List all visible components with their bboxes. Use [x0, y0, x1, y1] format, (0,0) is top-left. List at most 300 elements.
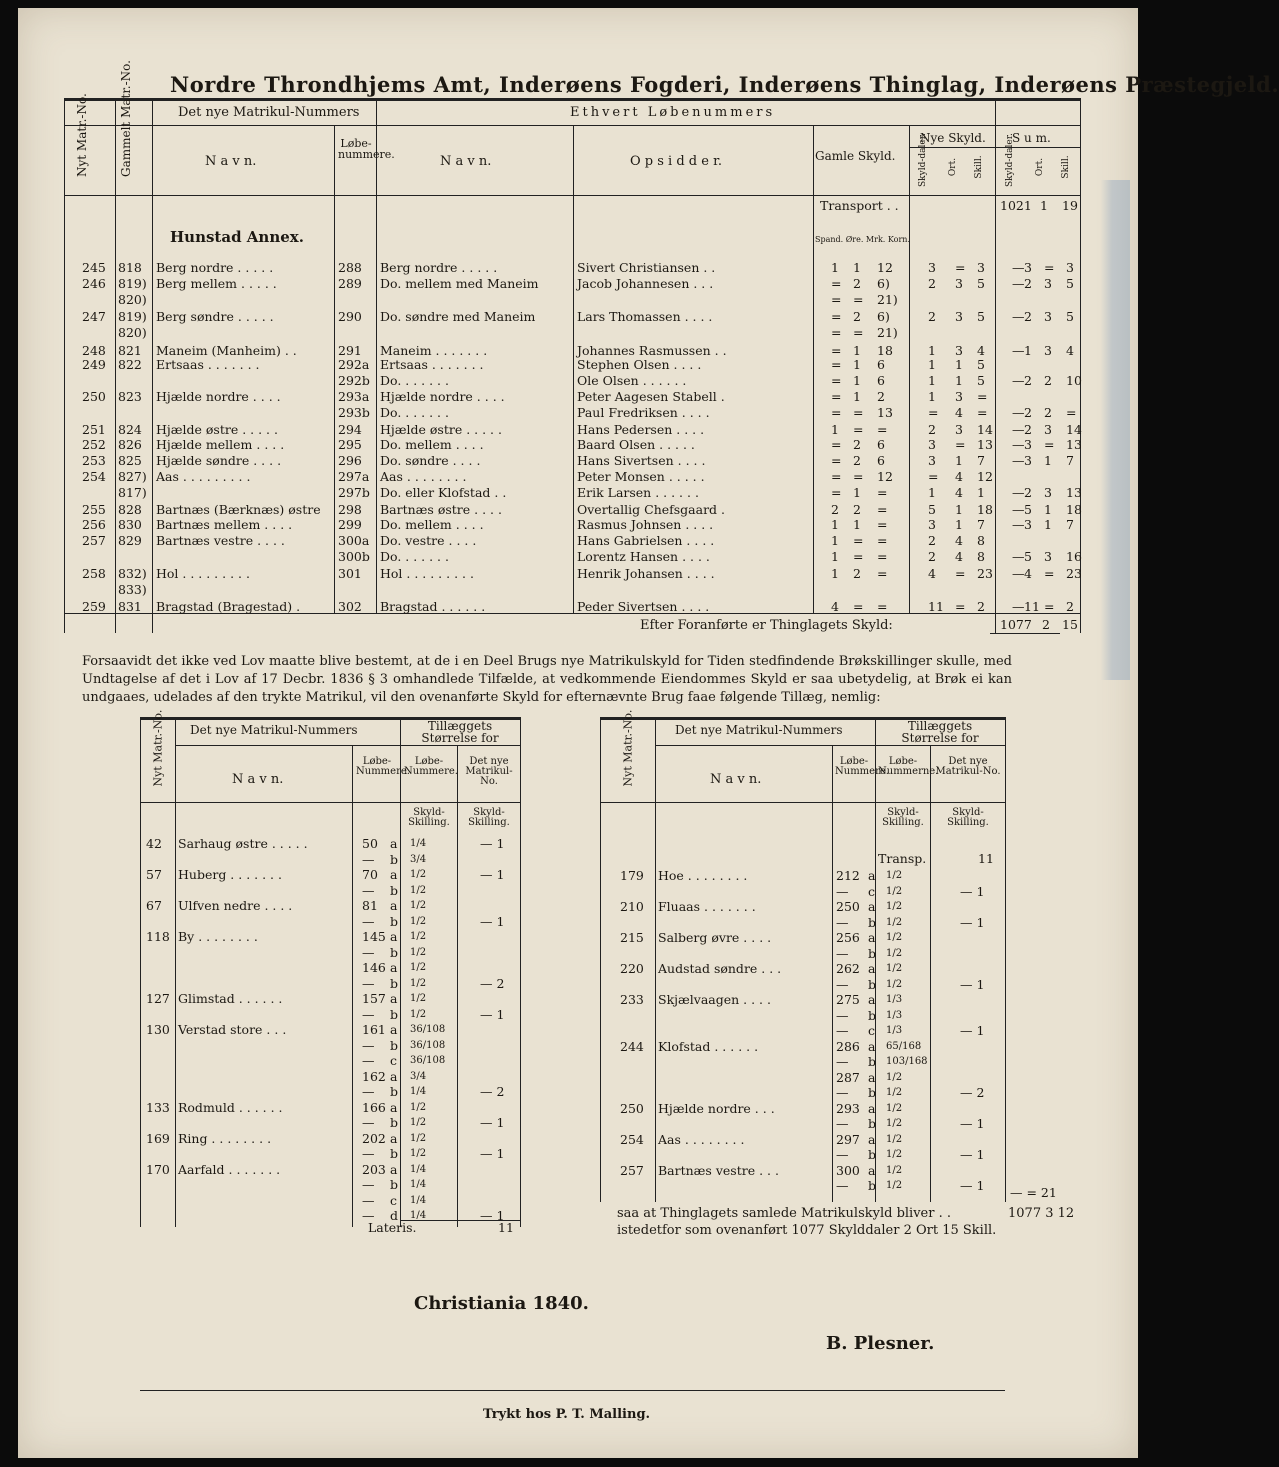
sub-header-lobe2-left: Løbe-Nummere. — [404, 756, 458, 777]
row-sum-daler: 11 — [1024, 599, 1040, 614]
header-sum-skill: Skill. — [1061, 155, 1071, 179]
row-gammelt-matr: 822 — [118, 357, 142, 372]
sub-row-lobe: — — [362, 851, 375, 867]
row-sum-dash: — — [1012, 485, 1025, 500]
sub-row-nyt: 170 — [146, 1161, 170, 1177]
row-sum-ort: = — [1044, 437, 1055, 452]
sub-row-navn: Aas . . . . . . . . — [658, 1131, 745, 1147]
row-gamle-mrk: = — [877, 566, 888, 581]
sub-row-nyt: 118 — [146, 929, 170, 944]
row-nyt-matr: 253 — [82, 453, 106, 468]
sub-row-nyt: 42 — [146, 836, 162, 851]
row-nye-daler: 2 — [928, 549, 936, 564]
row-nye-ort: = — [955, 566, 966, 581]
sub-row-lobe: — — [362, 1006, 375, 1022]
transport-label: Transport . . — [820, 198, 899, 213]
row-gammelt-matr: 826 — [118, 437, 142, 452]
row-nye-skill: 5 — [977, 276, 985, 291]
sub-row-letter: b — [390, 1115, 399, 1130]
row-opsidder: Paul Fredriksen . . . . — [577, 405, 710, 420]
row-nyt-matr: 247 — [82, 309, 106, 324]
row-lobe: 296 — [338, 453, 362, 468]
row-nye-skill: 18 — [977, 502, 993, 517]
row-gamle-mrk: = — [877, 517, 888, 532]
row-navn-2: Bartnæs østre . . . . — [380, 502, 502, 517]
sub-row-sum: — 1 — [480, 1006, 505, 1022]
row-nyt-matr: 248 — [82, 343, 106, 358]
sub-row-navn: Hoe . . . . . . . . — [658, 868, 748, 883]
sub-row-fraction: 1/2 — [886, 1164, 903, 1176]
sub-row-fraction: 1/2 — [886, 1118, 903, 1129]
row-opsidder: Hans Gabrielsen . . . . — [577, 533, 715, 548]
sub-row-letter: b — [868, 1085, 877, 1100]
sub-row-lobe: — — [836, 1085, 849, 1100]
row-gamle-ore: = — [853, 549, 864, 564]
row-opsidder: Johannes Rasmussen . . — [577, 343, 727, 358]
explanatory-paragraph: Forsaavidt det ikke ved Lov maatte blive bestemt, at de i en Deel Brugs nye Matrikulskyld for Tiden stedfindende Brøkskillinger skulle, med Undtagelse af det i Lov af 17 Decbr. 1836 § 3 omhandlede Tilfælde, at vedkommende Eiendommes Skyld er saa ubetydelig, at Brøk ei kan undgaaes, udelades af den trykte Matrikul, vil den ovenanførte Skyld for efternævnte Brug faae følgende Tillæg, nemlig: — [82, 654, 1012, 705]
sub-row-letter: b — [868, 1054, 877, 1069]
sub-row-letter: b — [390, 975, 399, 991]
sub-row-letter: c — [390, 1053, 398, 1068]
row-gamle-ore: 1 — [853, 485, 861, 500]
sub-row-sum: — 1 — [960, 1023, 985, 1038]
row-sum-skill: 7 — [1066, 517, 1074, 532]
sub-row-fraction: 36/108 — [410, 1039, 446, 1051]
row-opsidder: Hans Pedersen . . . . — [577, 422, 705, 437]
row-gammelt-matr: 820) — [118, 292, 147, 307]
row-gamle-spand: 1 — [831, 517, 839, 532]
row-navn-2: Bragstad . . . . . . — [380, 599, 486, 614]
row-nye-daler: 1 — [928, 373, 936, 388]
sub-row-sum: — 1 — [480, 1208, 505, 1223]
row-gammelt-matr: 825 — [118, 453, 142, 468]
row-lobe: 301 — [338, 566, 362, 581]
row-gamle-mrk: 2 — [877, 389, 885, 404]
row-nyt-matr: 255 — [82, 502, 106, 517]
row-nye-ort: 3 — [955, 422, 963, 437]
row-gamle-spand: 1 — [831, 260, 839, 275]
sub-row-lobe: — — [836, 1116, 849, 1131]
sub-row-sum: — 2 — [960, 1085, 985, 1100]
sub-row-fraction: 1/4 — [410, 1163, 427, 1175]
sub-row-letter: b — [390, 1006, 399, 1022]
sub-row-lobe: 212 — [836, 868, 860, 883]
row-sum-ort: 3 — [1044, 309, 1052, 324]
row-gamle-ore: = — [853, 292, 864, 307]
row-sum-dash: — — [1012, 343, 1025, 358]
sub-row-letter: b — [390, 1037, 399, 1053]
row-gamle-spand: 1 — [831, 422, 839, 437]
sub-row-fraction: 1/2 — [410, 931, 427, 942]
row-nye-ort: 3 — [955, 309, 963, 324]
sub-row-navn: Salberg øvre . . . . — [658, 930, 772, 945]
efter-skill: 15 — [1062, 617, 1078, 632]
row-gammelt-matr: 824 — [118, 422, 142, 437]
sub-row-lobe: — — [362, 1053, 375, 1068]
sub-row-fraction: 103/168 — [886, 1056, 928, 1067]
sub-header-skyld-right: Skyld-Skilling. — [882, 807, 924, 828]
row-lobe: 292a — [338, 357, 370, 372]
row-gamle-ore: = — [853, 469, 864, 484]
row-sum-dash: — — [1012, 599, 1025, 614]
sub-row-navn: Skjælvaagen . . . . — [658, 992, 771, 1007]
sub-row-lobe: 250 — [836, 899, 860, 914]
transport-ort: 1 — [1040, 198, 1048, 213]
row-gamle-ore: 2 — [853, 566, 861, 581]
sub-row-nyt: 179 — [620, 868, 644, 883]
header-gamle-skyld: Gamle Skyld. — [815, 149, 896, 163]
sub-header-nye-right: Det nye Matrikul-Nummers — [675, 723, 843, 737]
row-lobe: 291 — [338, 343, 362, 358]
header-navn-2: N a v n. — [440, 154, 492, 169]
sub-row-lobe: 70 — [362, 867, 378, 882]
row-navn-2: Do. . . . . . . — [380, 405, 449, 420]
sub-row-fraction: 1/2 — [886, 1149, 903, 1160]
row-gamle-mrk: = — [877, 549, 888, 564]
row-opsidder: Ole Olsen . . . . . . — [577, 373, 687, 388]
sub-header-nyt-right: Nyt Matr.-No. — [621, 709, 635, 787]
row-opsidder: Baard Olsen . . . . . — [577, 437, 695, 452]
row-lobe: 295 — [338, 437, 362, 452]
sub-header-nyt-left: Nyt Matr.-No. — [151, 709, 165, 787]
sub-row-letter: b — [868, 1178, 877, 1193]
row-nye-ort: 3 — [955, 343, 963, 358]
row-opsidder: Overtallig Chefsgaard . — [577, 502, 726, 517]
row-gamle-mrk: = — [877, 599, 888, 614]
row-nyt-matr: 259 — [82, 599, 106, 614]
row-sum-dash: — — [1012, 502, 1025, 517]
row-gamle-spand: = — [831, 437, 842, 452]
sub-header-navn-right: N a v n. — [710, 772, 762, 787]
sub-row-sum: — 1 — [480, 1146, 505, 1161]
row-lobe: 294 — [338, 422, 362, 437]
sub-row-fraction: 1/2 — [886, 870, 903, 881]
row-gammelt-matr: 819) — [118, 276, 147, 291]
sub-row-fraction: 1/2 — [410, 1117, 427, 1128]
sub-row-letter: a — [868, 930, 876, 945]
sub-row-lobe: — — [362, 1208, 375, 1223]
row-gamle-ore: 2 — [853, 502, 861, 517]
row-lobe: 293a — [338, 389, 370, 404]
header-ethvert: Ethvert Løbenummers — [570, 105, 776, 120]
row-lobe: 297a — [338, 469, 370, 484]
row-gamle-spand: = — [831, 405, 842, 420]
row-gamle-mrk: 6 — [877, 373, 885, 388]
row-sum-daler: 2 — [1024, 485, 1032, 500]
row-gamle-mrk: 6) — [877, 309, 890, 324]
row-gammelt-matr: 833) — [118, 582, 147, 597]
sub-row-lobe: 286 — [836, 1038, 860, 1054]
row-gamle-ore: 2 — [853, 309, 861, 324]
annex-heading: Hunstad Annex. — [170, 228, 304, 246]
row-sum-skill: 7 — [1066, 453, 1074, 468]
sub-header-skyld2-right: Skyld-Skilling. — [947, 807, 989, 828]
row-sum-skill: 4 — [1066, 343, 1074, 358]
sub-row-letter: a — [390, 1022, 398, 1037]
row-opsidder: Peter Aagesen Stabell . — [577, 389, 725, 404]
row-nyt-matr: 245 — [82, 260, 106, 275]
sub-row-lobe: 146 — [362, 960, 386, 975]
sub-row-lobe: — — [836, 1054, 849, 1069]
row-navn: Bragstad (Bragestad) . — [156, 599, 301, 614]
row-gamle-ore: 2 — [853, 437, 861, 452]
sub-row-letter: a — [868, 961, 876, 976]
header-navn: N a v n. — [205, 154, 257, 169]
sub-header-tillaeg-left: Tillæggets Størrelse for — [421, 719, 499, 745]
sub-row-fraction: 1/2 — [410, 1008, 427, 1020]
sub-row-letter: a — [390, 991, 398, 1006]
sub-row-letter: b — [868, 1007, 877, 1023]
row-gammelt-matr: 819) — [118, 309, 147, 324]
row-gamle-spand: = — [831, 309, 842, 324]
sub-row-letter: c — [868, 883, 876, 899]
sub-row-letter: a — [868, 1069, 876, 1085]
header-opsidder: O p s i d d e r. — [630, 154, 722, 169]
row-nye-ort: 1 — [955, 517, 963, 532]
row-nye-skill: 14 — [977, 422, 993, 437]
row-lobe: 292b — [338, 373, 370, 388]
sub-row-letter: d — [390, 1208, 399, 1223]
row-lobe: 299 — [338, 517, 362, 532]
sub-header-tillaeg-right: Tillæggets Størrelse for — [901, 719, 979, 745]
row-sum-skill: 2 — [1066, 599, 1074, 614]
sub-row-fraction: 1/3 — [886, 1009, 903, 1021]
place-date: Christiania 1840. — [414, 1293, 589, 1314]
row-opsidder: Stephen Olsen . . . . — [577, 357, 702, 372]
sub-row-lobe: 50 — [362, 836, 378, 851]
row-nye-daler: 1 — [928, 343, 936, 358]
sub-row-navn: Huberg . . . . . . . — [178, 867, 282, 882]
sub-header-lobe2-right: Løbe-Nummerne. — [878, 756, 939, 777]
sub-row-nyt: 127 — [146, 991, 170, 1006]
sub-row-navn: Aarfald . . . . . . . — [178, 1161, 281, 1177]
row-gamle-spand: = — [831, 276, 842, 291]
header-ort: Ort. — [948, 157, 958, 177]
sub-row-letter: a — [390, 1161, 398, 1177]
row-gammelt-matr: 817) — [118, 485, 147, 500]
row-gamle-spand: = — [831, 469, 842, 484]
row-sum-daler: 2 — [1024, 422, 1032, 437]
row-sum-skill: 10 — [1066, 373, 1082, 388]
row-nye-ort: 1 — [955, 373, 963, 388]
sub-row-fraction: 1/2 — [410, 962, 427, 973]
row-nye-skill: 13 — [977, 437, 993, 452]
sub-row-letter: a — [868, 1038, 876, 1054]
row-nyt-matr: 249 — [82, 357, 106, 372]
sub-row-letter: b — [390, 882, 399, 898]
sub-header-navn-left: N a v n. — [232, 772, 284, 787]
sub-row-letter: b — [868, 976, 877, 992]
row-nye-ort: 4 — [955, 405, 963, 420]
sub-row-lobe: — — [362, 975, 375, 991]
sub-row-letter: a — [390, 960, 398, 975]
row-opsidder: Sivert Christiansen . . — [577, 260, 716, 275]
row-nye-daler: 11 — [928, 599, 944, 614]
row-nye-daler: 4 — [928, 566, 936, 581]
sub-row-lobe: 202 — [362, 1130, 386, 1146]
sub-row-nyt: 215 — [620, 930, 644, 945]
row-sum-ort: 2 — [1044, 373, 1052, 388]
sub-row-fraction: 36/108 — [410, 1024, 446, 1035]
row-sum-daler: 5 — [1024, 502, 1032, 517]
sub-row-fraction: 1/2 — [886, 1087, 903, 1098]
row-gamle-spand: = — [831, 357, 842, 372]
sub-row-fraction: 1/2 — [410, 946, 427, 958]
sub-header-nye-left: Det nye Matrikul-Nummers — [190, 723, 358, 737]
row-gammelt-matr: 818 — [118, 260, 142, 275]
sub-row-nyt: 254 — [620, 1131, 644, 1147]
row-gamle-ore: = — [853, 405, 864, 420]
row-gamle-ore: = — [853, 325, 864, 340]
sub-row-lobe: — — [836, 914, 849, 930]
sub-row-lobe: — — [362, 1177, 375, 1192]
row-nyt-matr: 254 — [82, 469, 106, 484]
row-nyt-matr: 246 — [82, 276, 106, 291]
row-gamle-mrk: 13 — [877, 405, 893, 420]
row-navn-2: Do. søndre med Maneim — [380, 309, 536, 324]
row-nye-ort: 4 — [955, 469, 963, 484]
sub-row-letter: b — [868, 945, 877, 961]
sub-row-navn: Klofstad . . . . . . — [658, 1038, 759, 1054]
row-nye-skill: = — [977, 405, 988, 420]
row-gamle-mrk: = — [877, 485, 888, 500]
row-sum-dash: — — [1012, 549, 1025, 564]
sub-row-fraction: 1/2 — [886, 963, 903, 974]
sub-row-letter: a — [390, 898, 398, 913]
sub-row-lobe: — — [836, 883, 849, 899]
row-sum-daler: 1 — [1024, 343, 1032, 358]
row-nye-ort: 1 — [955, 453, 963, 468]
row-gamle-ore: 1 — [853, 373, 861, 388]
row-navn-2: Hol . . . . . . . . . — [380, 566, 474, 581]
row-lobe: 288 — [338, 260, 362, 275]
sub-row-letter: a — [390, 836, 398, 851]
row-navn-2: Do. mellem med Maneim — [380, 276, 539, 291]
row-gammelt-matr: 831 — [118, 599, 142, 614]
row-gammelt-matr: 829 — [118, 533, 142, 548]
row-lobe: 293b — [338, 405, 370, 420]
sub-row-lobe: 300 — [836, 1162, 860, 1178]
sub-row-lobe: — — [362, 1084, 375, 1099]
sub-row-letter: a — [390, 1130, 398, 1146]
isteden-line: istedetfor som ovenanført 1077 Skylddaler 2 Ort 15 Skill. — [617, 1223, 997, 1238]
row-sum-skill: 3 — [1066, 260, 1074, 275]
row-gamle-ore: 1 — [853, 343, 861, 358]
sub-row-sum: — 1 — [960, 1178, 985, 1193]
row-sum-ort: 3 — [1044, 276, 1052, 291]
sub-row-lobe: — — [362, 882, 375, 898]
row-navn: Hjælde søndre . . . . — [156, 453, 282, 468]
row-nye-ort: 1 — [955, 502, 963, 517]
sub-row-navn: Hjælde nordre . . . — [658, 1100, 775, 1116]
sub-row-navn: Ring . . . . . . . . — [178, 1130, 272, 1146]
sub-row-navn: Glimstad . . . . . . — [178, 991, 283, 1006]
header-skyld-daler: Skyld-daler. — [918, 133, 928, 187]
sub-row-letter: b — [390, 944, 399, 960]
row-sum-dash: — — [1012, 517, 1025, 532]
sub-row-letter: b — [868, 1116, 877, 1131]
row-sum-dash: — — [1012, 566, 1025, 581]
sub-row-lobe: 275 — [836, 992, 860, 1007]
row-nye-skill: 5 — [977, 357, 985, 372]
row-gamle-spand: = — [831, 389, 842, 404]
sub-row-letter: b — [390, 1084, 399, 1099]
sub-row-navn: Fluaas . . . . . . . — [658, 899, 756, 914]
row-gamle-mrk: = — [877, 533, 888, 548]
sub-header-skyld-left: Skyld-Skilling. — [408, 807, 450, 828]
sub-row-letter: c — [390, 1192, 398, 1208]
right-transp-value: 11 — [978, 851, 994, 866]
row-gamle-mrk: 6 — [877, 437, 885, 452]
row-gamle-ore: 1 — [853, 357, 861, 372]
row-gamle-spand: = — [831, 292, 842, 307]
transport-skill: 19 — [1062, 198, 1078, 213]
row-navn-2: Do. mellem . . . . — [380, 437, 484, 452]
sub-row-navn: Bartnæs vestre . . . — [658, 1162, 779, 1178]
sub-row-fraction: 1/2 — [410, 1148, 427, 1159]
sub-row-fraction: 1/2 — [886, 1133, 903, 1145]
row-gamle-mrk: 6 — [877, 453, 885, 468]
sub-row-lobe: — — [362, 1192, 375, 1208]
row-navn-2: Do. vestre . . . . — [380, 533, 477, 548]
row-navn-2: Do. mellem . . . . — [380, 517, 484, 532]
sub-row-lobe: 203 — [362, 1161, 386, 1177]
row-gamle-spand: 1 — [831, 566, 839, 581]
row-lobe: 300b — [338, 549, 370, 564]
lateris-value: 11 — [498, 1220, 514, 1235]
efter-daler: 1077 — [1000, 617, 1032, 632]
row-navn: Maneim (Manheim) . . — [156, 343, 297, 358]
row-sum-skill: 5 — [1066, 276, 1074, 291]
row-navn: Bartnæs mellem . . . . — [156, 517, 293, 532]
row-navn: Hjælde østre . . . . . — [156, 422, 278, 437]
row-sum-dash: — — [1012, 453, 1025, 468]
row-sum-daler: 3 — [1024, 260, 1032, 275]
sub-row-fraction: 1/4 — [410, 838, 427, 849]
row-gamle-spand: = — [831, 325, 842, 340]
sub-row-fraction: 1/2 — [410, 1132, 427, 1144]
sub-row-letter: a — [868, 992, 876, 1007]
row-sum-ort: 3 — [1044, 422, 1052, 437]
sub-row-letter: a — [868, 899, 876, 914]
row-navn-2: Berg nordre . . . . . — [380, 260, 498, 275]
row-sum-daler: 4 — [1024, 566, 1032, 581]
sub-row-letter: a — [868, 1162, 876, 1178]
row-gamle-spand: = — [831, 453, 842, 468]
row-sum-dash: — — [1012, 422, 1025, 437]
row-opsidder: Lars Thomassen . . . . — [577, 309, 713, 324]
sub-row-nyt: 257 — [620, 1162, 644, 1178]
sub-row-lobe: 166 — [362, 1099, 386, 1115]
header-nye-matrikul: Det nye Matrikul-Nummers — [178, 105, 360, 120]
row-nye-skill: 3 — [977, 260, 985, 275]
row-gamle-mrk: 12 — [877, 260, 893, 275]
row-sum-ort: 1 — [1044, 517, 1052, 532]
row-navn-2: Hjælde østre . . . . . — [380, 422, 502, 437]
row-navn-2: Do. . . . . . . — [380, 549, 449, 564]
row-lobe: 300a — [338, 533, 370, 548]
sub-row-fraction: 1/2 — [410, 1101, 427, 1113]
sub-row-sum: — 1 — [480, 867, 505, 882]
row-gamle-mrk: 12 — [877, 469, 893, 484]
sub-row-sum: — 2 — [480, 975, 505, 991]
row-nye-skill: 2 — [977, 599, 985, 614]
row-navn: Bartnæs (Bærknæs) østre — [156, 502, 321, 517]
sub-row-fraction: 1/2 — [886, 1102, 903, 1114]
row-nye-daler: 2 — [928, 309, 936, 324]
sub-row-navn: Verstad store . . . — [178, 1022, 287, 1037]
row-nye-daler: = — [928, 469, 939, 484]
